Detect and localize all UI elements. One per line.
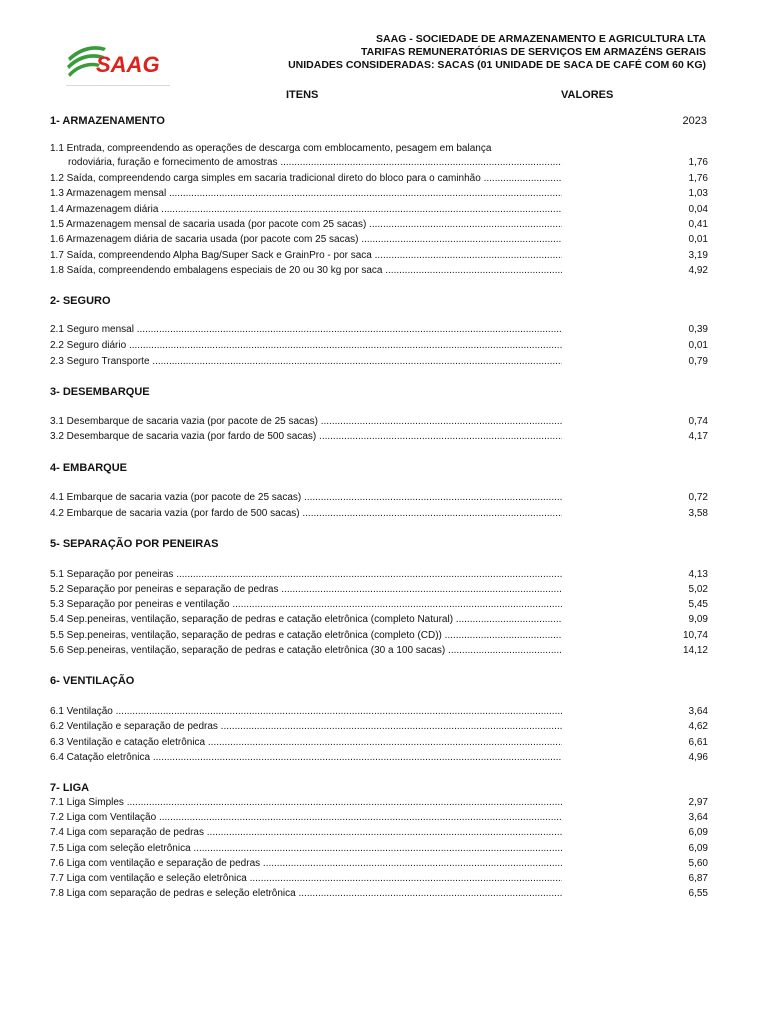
item-value: 4,17 — [688, 431, 708, 442]
table-row — [50, 720, 708, 734]
table-row — [50, 339, 708, 353]
item-label: 5.1 Separação por peneiras ..... — [50, 568, 562, 582]
section-title-embarque: 4- EMBARQUE — [50, 462, 128, 474]
item-label: 7.4 Liga com separação de pedras ..... — [50, 826, 562, 840]
item-value: 1,03 — [688, 188, 708, 199]
item-label: 3.2 Desembarque de sacaria vazia (por fardo de 500 sacas) ..... — [50, 430, 562, 444]
company-name: SAAG - SOCIEDADE DE ARMAZENAMENTO E AGRICULTURA LTA — [376, 33, 706, 45]
item-value: 0,72 — [688, 492, 708, 503]
item-label: 2.3 Seguro Transporte ..... — [50, 355, 562, 369]
table-row — [50, 842, 708, 856]
table-row — [50, 857, 708, 871]
item-label: 7.6 Liga com ventilação e separação de pedras ..... — [50, 857, 562, 871]
item-value: 5,45 — [688, 599, 708, 610]
item-value: 9,09 — [688, 614, 708, 625]
table-row — [50, 187, 708, 201]
item-value: 10,74 — [682, 630, 708, 641]
item-label: 1.8 Saída, compreendendo embalagens especiais de 20 ou 30 kg por saca ..... — [50, 264, 562, 278]
item-value: 5,02 — [688, 584, 708, 595]
table-row — [50, 249, 708, 263]
item-label: 6.1 Ventilação ..... — [50, 705, 562, 719]
item-value: 6,61 — [688, 737, 708, 748]
item-label: 7.5 Liga com seleção eletrônica ..... — [50, 842, 562, 856]
item-label: 4.1 Embarque de sacaria vazia (por pacote de 25 sacas) ..... — [50, 491, 562, 505]
item-label: 6.4 Catação eletrônica ..... — [50, 751, 562, 765]
section-title-separacao: 5- SEPARAÇÃO POR PENEIRAS — [50, 538, 219, 550]
item-label-continued: rodoviária, furação e fornecimento de amostras ..... — [68, 156, 562, 170]
saag-logo — [66, 42, 170, 88]
item-value: 6,09 — [688, 827, 708, 838]
document-header — [288, 33, 706, 72]
column-header-values: VALORES — [561, 89, 614, 101]
table-row — [50, 583, 708, 597]
item-value: 2,97 — [688, 797, 708, 808]
table-row — [50, 629, 708, 643]
item-value: 0,41 — [688, 219, 708, 230]
item-value: 14,12 — [682, 645, 708, 656]
item-label: 3.1 Desembarque de sacaria vazia (por pacote de 25 sacas) ..... — [50, 415, 562, 429]
item-label: 6.2 Ventilação e separação de pedras ..... — [50, 720, 562, 734]
section-title-seguro: 2- SEGURO — [50, 295, 111, 307]
table-row — [50, 172, 708, 186]
table-row — [50, 355, 708, 369]
item-value: 4,92 — [688, 265, 708, 276]
table-row — [50, 826, 708, 840]
table-row — [50, 233, 708, 247]
item-value: 4,96 — [688, 752, 708, 763]
item-label: 5.5 Sep.peneiras, ventilação, separação de pedras e catação eletrônica (completo (CD)) ..... — [50, 629, 562, 643]
table-row — [50, 264, 708, 278]
item-value: 4,62 — [688, 721, 708, 732]
table-row — [50, 705, 708, 719]
item-label: 5.4 Sep.peneiras, ventilação, separação de pedras e catação eletrônica (completo Natural) ..... — [50, 613, 562, 627]
item-label: 2.1 Seguro mensal ..... — [50, 323, 562, 337]
item-label: 6.3 Ventilação e catação eletrônica ..... — [50, 736, 562, 750]
logo-text: SAAG — [96, 52, 160, 77]
table-row — [50, 887, 708, 901]
item-value: 0,39 — [688, 324, 708, 335]
table-row — [50, 598, 708, 612]
item-label: 7.1 Liga Simples ..... — [50, 796, 562, 810]
item-label: 4.2 Embarque de sacaria vazia (por fardo de 500 sacas) ..... — [50, 507, 562, 521]
item-value: 0,79 — [688, 356, 708, 367]
item-label: 1.7 Saída, compreendendo Alpha Bag/Super Sack e GrainPro - por saca ..... — [50, 249, 562, 263]
table-row — [50, 491, 708, 505]
section-title-armazenamento: 1- ARMAZENAMENTO — [50, 115, 165, 127]
item-label: 5.6 Sep.peneiras, ventilação, separação de pedras e catação eletrônica (30 a 100 sacas) ..... — [50, 644, 562, 658]
item-value: 5,60 — [688, 858, 708, 869]
item-value: 0,01 — [688, 340, 708, 351]
table-row — [50, 796, 708, 810]
item-label: 5.3 Separação por peneiras e ventilação ..... — [50, 598, 562, 612]
item-value: 3,64 — [688, 706, 708, 717]
item-value: 0,74 — [688, 416, 708, 427]
logo-underline — [66, 85, 170, 86]
section-title-ventilacao: 6- VENTILAÇÃO — [50, 675, 135, 687]
item-value: 3,19 — [688, 250, 708, 261]
item-value: 0,01 — [688, 234, 708, 245]
table-row — [50, 644, 708, 658]
item-value: 6,87 — [688, 873, 708, 884]
item-value: 6,55 — [688, 888, 708, 899]
section-title-liga: 7- LIGA — [50, 782, 90, 794]
table-row — [50, 613, 708, 627]
table-row — [50, 872, 708, 886]
item-value: 4,13 — [688, 569, 708, 580]
table-row — [50, 218, 708, 232]
item-value: 0,04 — [688, 204, 708, 215]
section-title-desembarque: 3- DESEMBARQUE — [50, 386, 150, 398]
table-row — [50, 507, 708, 521]
table-row — [50, 811, 708, 825]
document-title: TARIFAS REMUNERATÓRIAS DE SERVIÇOS EM ARMAZÉNS GERAIS — [361, 46, 706, 58]
table-row — [50, 142, 708, 170]
item-label: 1.6 Armazenagem diária de sacaria usada (por pacote com 25 sacas) ..... — [50, 233, 562, 247]
item-label: 1.1 Entrada, compreendendo as operações de descarga com emblocamento, pesagem em balança — [50, 143, 492, 154]
item-label: 7.2 Liga com Ventilação ..... — [50, 811, 562, 825]
item-label: 5.2 Separação por peneiras e separação de pedras ..... — [50, 583, 562, 597]
item-label: 1.5 Armazenagem mensal de sacaria usada (por pacote com 25 sacas) ..... — [50, 218, 562, 232]
item-label: 2.2 Seguro diário ..... — [50, 339, 562, 353]
item-label: 7.7 Liga com ventilação e seleção eletrônica ..... — [50, 872, 562, 886]
table-row — [50, 430, 708, 444]
item-label: 1.4 Armazenagem diária ..... — [50, 203, 562, 217]
table-row — [50, 203, 708, 217]
item-value: 1,76 — [688, 173, 708, 184]
table-row — [50, 568, 708, 582]
table-row — [50, 323, 708, 337]
table-row — [50, 751, 708, 765]
item-value: 3,64 — [688, 812, 708, 823]
year-label: 2023 — [682, 115, 707, 127]
document-units: UNIDADES CONSIDERADAS: SACAS (01 UNIDADE DE SACA DE CAFÉ COM 60 KG) — [288, 59, 706, 71]
column-header-items: ITENS — [286, 89, 319, 101]
table-row — [50, 736, 708, 750]
item-label: 1.3 Armazenagem mensal ..... — [50, 187, 562, 201]
item-value: 3,58 — [688, 508, 708, 519]
table-row — [50, 415, 708, 429]
item-label: 7.8 Liga com separação de pedras e seleção eletrônica ..... — [50, 887, 562, 901]
item-value: 6,09 — [688, 843, 708, 854]
item-value: 1,76 — [688, 157, 708, 168]
item-label: 1.2 Saída, compreendendo carga simples em sacaria tradicional direto do bloco para o caminhão ..... — [50, 172, 562, 186]
